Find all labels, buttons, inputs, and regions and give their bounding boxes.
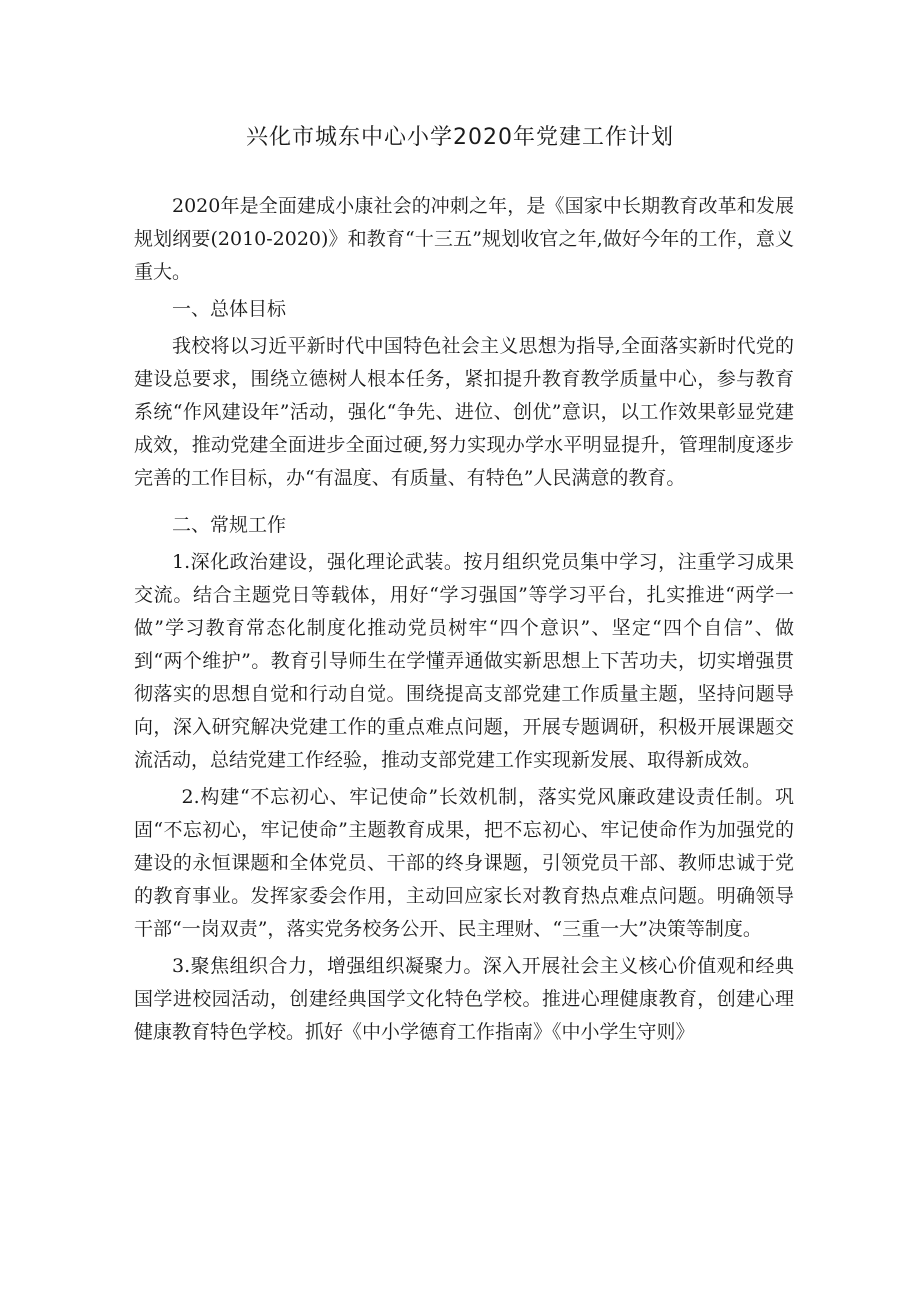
document-title: 兴化市城东中心小学2020年党建工作计划 xyxy=(246,125,674,150)
routine-item-3: 3.聚焦组织合力，增强组织凝聚力。深入开展社会主义核心价值观和经典国学进校园活动，创建经典国学文化特色学校。推进心理健康教育，创建心理健康教育特色学校。抓好《中小学德育工作指南》《中小学生守则》 xyxy=(134,955,794,1043)
intro-paragraph: 2020年是全面建成小康社会的冲刺之年，是《国家中长期教育改革和发展规划纲要(2010-2020)》和教育“十三五”规划收官之年,做好今年的工作，意义重大。 xyxy=(134,195,794,283)
routine-item-2: 2.构建“不忘初心、牢记使命”长效机制，落实党风廉政建设责任制。巩固“不忘初心，牢记使命”主题教育成果，把不忘初心、牢记使命作为加强党的建设的永恒课题和全体党员、干部的终身课题，引领党员干部、教师忠诚于党的教育事业。发挥家委会作用，主动回应家长对教育热点难点问题。明确领导干部“一岗双责”，落实党务校务公开、民主理财、“三重一大”决策等制度。 xyxy=(134,786,794,940)
document-body xyxy=(134,190,794,1049)
routine-item-1: 1.深化政治建设，强化理论武装。按月组织党员集中学习，注重学习成果交流。结合主题党日等载体，用好“学习强国”等学习平台，扎实推进“两学一做”学习教育常态化制度化推动党员树牢“四个意识”、坚定“四个自信”、做到“两个维护”。教育引导师生在学懂弄通做实新思想上下苦功夫，切实增强贯彻落实的思想自觉和行动自觉。围绕提高支部党建工作质量主题，坚持问题导向，深入研究解决党建工作的重点难点问题，开展专题调研，积极开展课题交流活动，总结党建工作经验，推动支部党建工作实现新发展、取得新成效。 xyxy=(134,551,794,771)
section-heading-routine: 二、常规工作 xyxy=(172,514,287,536)
section-heading-goals: 一、总体目标 xyxy=(172,298,287,320)
goals-paragraph: 我校将以习近平新时代中国特色社会主义思想为指导,全面落实新时代党的建设总要求，围绕立德树人根本任务，紧扣提升教育教学质量中心，参与教育系统“作风建设年”活动，强化“争先、进位、创优”意识，以工作效果彰显党建成效，推动党建全面进步全面过硬,努力实现办学水平明显提升，管理制度逐步完善的工作目标，办“有温度、有质量、有特色”人民满意的教育。 xyxy=(134,335,794,489)
